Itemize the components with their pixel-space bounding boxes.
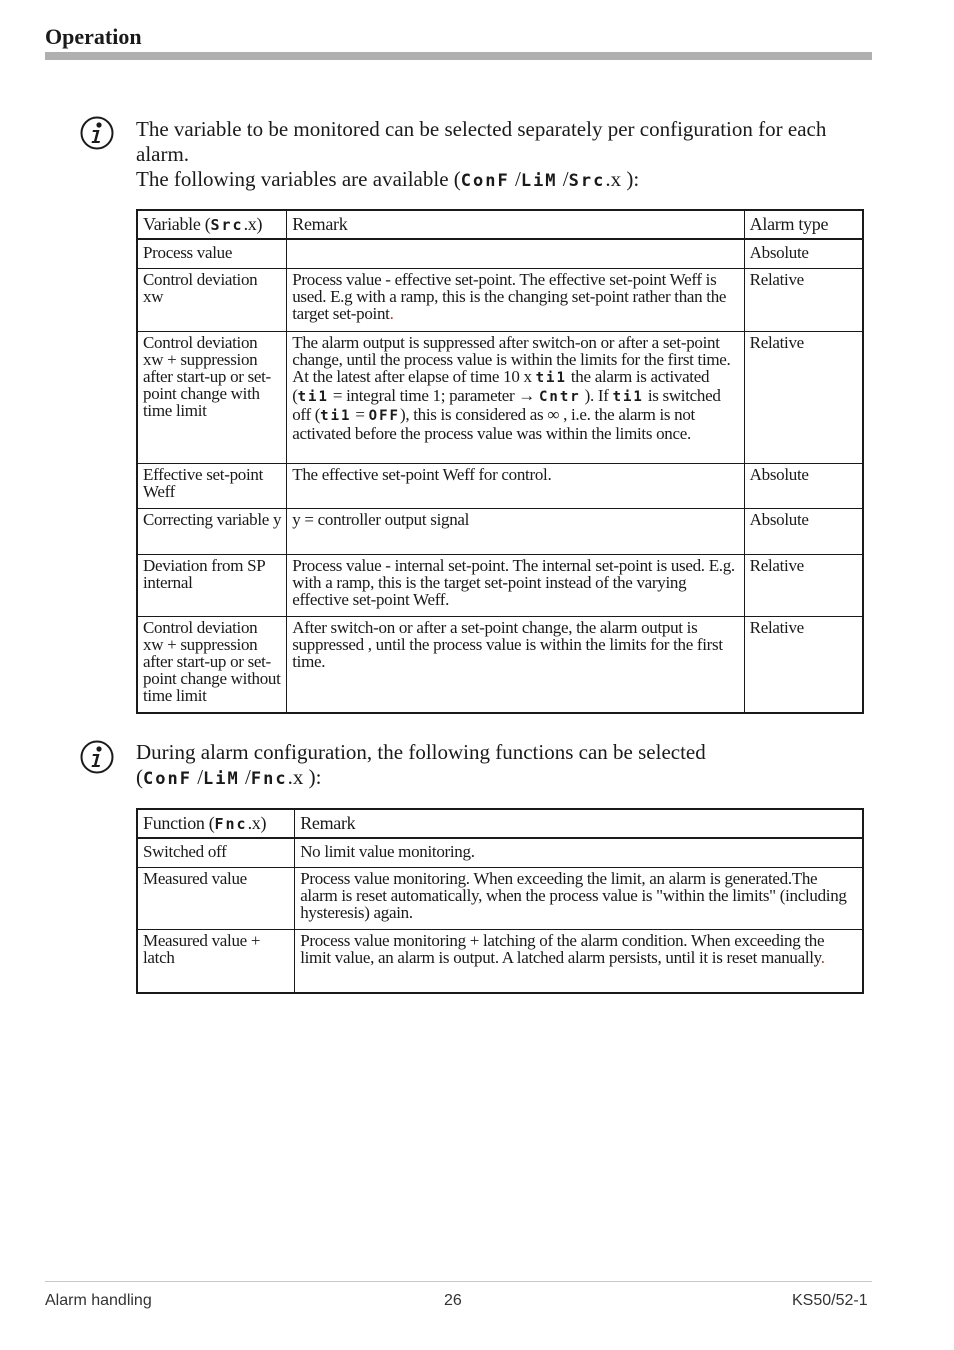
code-lim: LiM bbox=[203, 769, 240, 789]
code-conf: ConF bbox=[460, 171, 510, 191]
alarm-type-cell: Relative bbox=[744, 555, 863, 617]
code-ti1: ti1 bbox=[535, 370, 567, 386]
code-off: OFF bbox=[368, 408, 400, 424]
alarm-type-cell: Relative bbox=[744, 332, 863, 464]
footer-rule bbox=[45, 1281, 872, 1282]
code-cntr: Cntr bbox=[538, 389, 581, 405]
note-functions bbox=[136, 740, 856, 792]
variable-cell: Control deviation xw bbox=[137, 269, 287, 332]
remark-cell: No limit value monitoring. bbox=[295, 838, 863, 868]
functions-table bbox=[136, 808, 864, 994]
code-ti1: ti1 bbox=[320, 408, 352, 424]
variable-cell: Control deviation xw + suppression after start-up or set-point change without time limit bbox=[137, 617, 287, 713]
code-lim: LiM bbox=[520, 171, 558, 191]
info-icon bbox=[80, 740, 114, 774]
column-header-function: Function (Fnc.x) bbox=[137, 809, 295, 838]
document-id: KS50/52-1 bbox=[792, 1292, 868, 1309]
variable-cell: Correcting variable y bbox=[137, 509, 287, 555]
code-src: Src bbox=[568, 171, 606, 191]
remark-cell: After switch-on or after a set-point change, the alarm output is suppressed , until the process value is within the limits for the first time. bbox=[287, 617, 744, 713]
note-line: The following variables are available (ConF /LiM /Src.x ): bbox=[136, 167, 640, 191]
table-header-row bbox=[137, 809, 863, 838]
table-row bbox=[137, 555, 863, 617]
column-header-remark: Remark bbox=[287, 210, 744, 239]
code-fnc: Fnc bbox=[214, 815, 248, 833]
variable-cell: Deviation from SP internal bbox=[137, 555, 287, 617]
table-row bbox=[137, 464, 863, 509]
remark-cell: The alarm output is suppressed after switch-on or after a set-point change, until the process value is within the limits for the first time. At the latest after elapse of time 10 x ti1 the alarm is activated (ti1 = integral time 1; parameter → Cntr ). If ti1 is switched off (ti1 = OFF), this is considered as ∞ , i.e. the alarm is not activated before the process value was within the limits once. bbox=[287, 332, 744, 464]
footer-section: Alarm handling bbox=[45, 1292, 152, 1309]
table-header-row bbox=[137, 210, 863, 239]
note-line: During alarm configuration, the following functions can be selected bbox=[136, 740, 706, 764]
remark-cell: Process value - effective set-point. The effective set-point Weff is used. E.g with a ramp, this is the changing set-point rather than the target set-point. bbox=[287, 269, 744, 332]
table-row bbox=[137, 269, 863, 332]
page-section-title: Operation bbox=[45, 24, 142, 49]
note-text: ( bbox=[136, 765, 143, 789]
table-row bbox=[137, 617, 863, 713]
alarm-type-cell: Relative bbox=[744, 617, 863, 713]
variable-cell: Control deviation xw + suppression after start-up or set-point change with time limit bbox=[137, 332, 287, 464]
function-cell: Switched off bbox=[137, 838, 295, 868]
alarm-type-cell: Relative bbox=[744, 269, 863, 332]
table-row bbox=[137, 930, 863, 993]
alarm-type-cell: Absolute bbox=[744, 464, 863, 509]
remark-cell: y = controller output signal bbox=[287, 509, 744, 555]
code-fnc: Fnc bbox=[250, 769, 288, 789]
note-text: The following variables are available ( bbox=[136, 167, 461, 191]
remark-cell: The effective set-point Weff for control. bbox=[287, 464, 744, 509]
function-cell: Measured value + latch bbox=[137, 930, 295, 993]
column-header-alarm-type: Alarm type bbox=[744, 210, 863, 239]
table-row bbox=[137, 838, 863, 868]
variable-cell: Effective set-point Weff bbox=[137, 464, 287, 509]
note-text: .x ): bbox=[605, 167, 640, 191]
code-conf: ConF bbox=[143, 769, 192, 789]
variable-cell: Process value bbox=[137, 239, 287, 269]
variables-table bbox=[136, 209, 864, 714]
note-text: .x ): bbox=[287, 765, 322, 789]
table-row bbox=[137, 509, 863, 555]
note-variables bbox=[136, 117, 856, 194]
code-src: Src bbox=[210, 216, 244, 234]
header-bar bbox=[45, 52, 872, 60]
function-cell: Measured value bbox=[137, 868, 295, 930]
alarm-type-cell: Absolute bbox=[744, 239, 863, 269]
remark-cell: Process value monitoring. When exceeding the limit, an alarm is generated.The alarm is reset automatically, when the process value is "within the limits" (including hysteresis) again. bbox=[295, 868, 863, 930]
code-ti1: ti1 bbox=[297, 389, 329, 405]
note-line: The variable to be monitored can be selected separately per configuration for each alarm. bbox=[136, 117, 827, 166]
table-row bbox=[137, 332, 863, 464]
alarm-type-cell: Absolute bbox=[744, 509, 863, 555]
code-ti1: ti1 bbox=[612, 389, 644, 405]
note-line: (ConF /LiM /Fnc.x ): bbox=[136, 765, 322, 789]
table-row bbox=[137, 868, 863, 930]
column-header-variable: Variable (Src.x) bbox=[137, 210, 287, 239]
page-number: 26 bbox=[444, 1292, 462, 1309]
table-row bbox=[137, 239, 863, 269]
remark-cell bbox=[287, 239, 744, 269]
info-icon bbox=[80, 116, 114, 150]
column-header-remark: Remark bbox=[295, 809, 863, 838]
remark-cell: Process value - internal set-point. The internal set-point is used. E.g. with a ramp, this is the target set-point instead of the varying effective set-point Weff. bbox=[287, 555, 744, 617]
remark-cell: Process value monitoring + latching of the alarm condition. When exceeding the limit value, an alarm is output. A latched alarm persists, until it is reset manually. bbox=[295, 930, 863, 993]
